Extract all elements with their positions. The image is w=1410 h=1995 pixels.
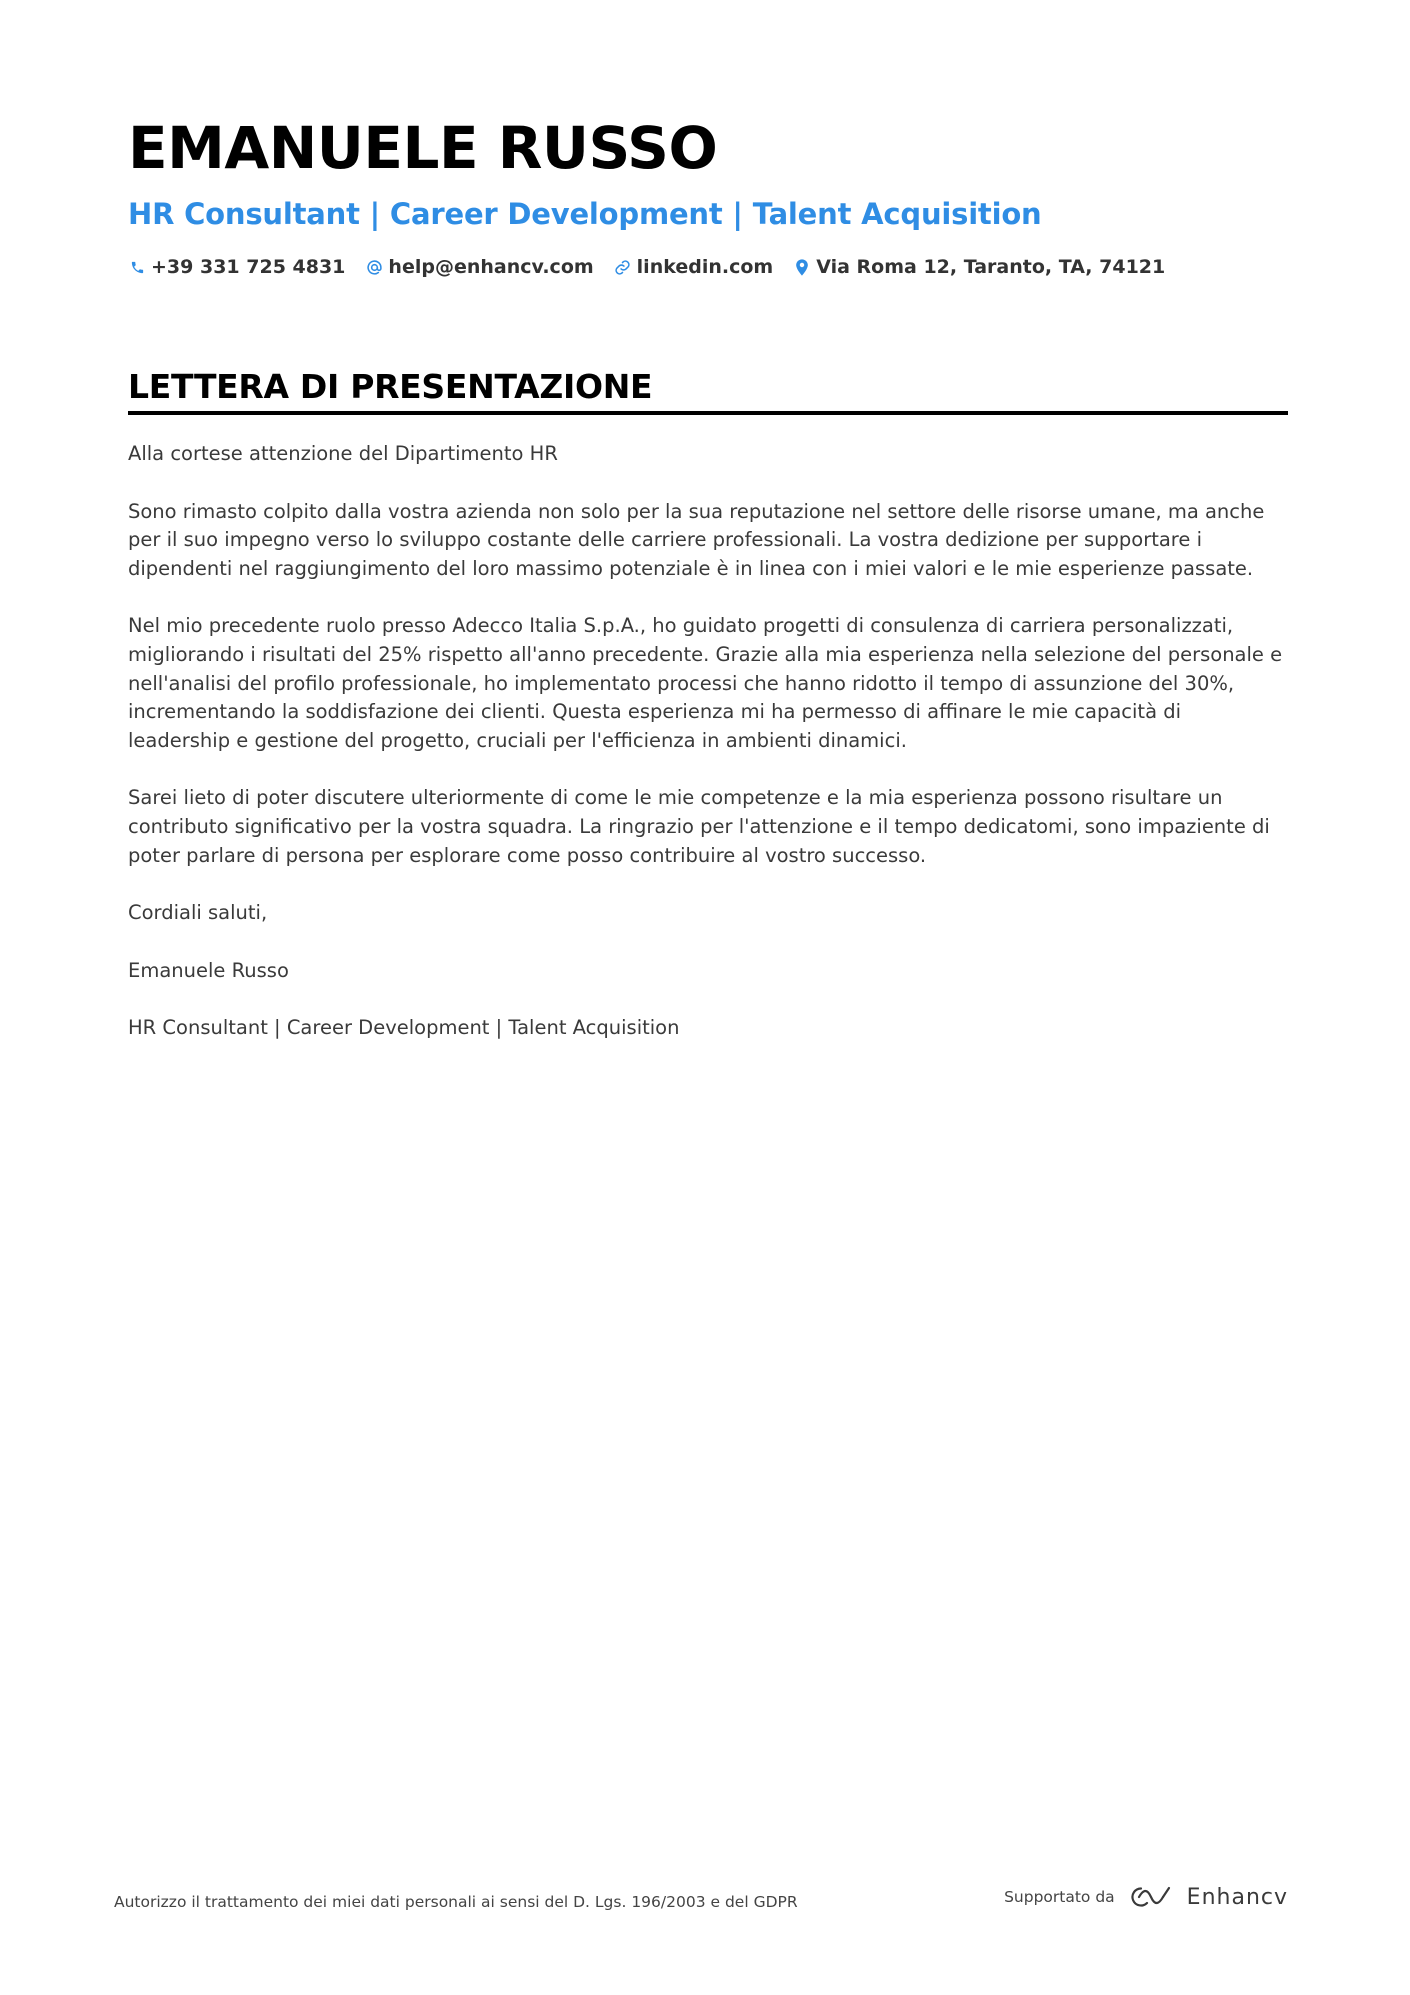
contact-phone bbox=[128, 256, 345, 278]
letter-closing: Cordiali saluti, bbox=[128, 901, 268, 925]
section-header bbox=[128, 365, 1288, 415]
contact-address bbox=[793, 256, 1165, 278]
signature-name: Emanuele Russo bbox=[128, 958, 289, 982]
link-icon bbox=[614, 258, 632, 276]
contact-bar bbox=[128, 256, 1288, 278]
privacy-consent: Autorizzo il trattamento dei miei dati personali ai sensi del D. Lgs. 196/2003 e del GDPR bbox=[114, 1893, 798, 1911]
contact-linkedin[interactable] bbox=[614, 256, 774, 278]
letter-body bbox=[128, 440, 1288, 1072]
signature-title: HR Consultant | Career Development | Talent Acquisition bbox=[128, 1016, 680, 1040]
header bbox=[128, 108, 1288, 278]
letter-greeting: Alla cortese attenzione del Dipartimento HR bbox=[128, 442, 558, 465]
letter-paragraph: Sarei lieto di poter discutere ulteriormente di come le mie competenze e la mia esperienza possono risultare un contributo significativo per la vostra squadra. La ringrazio per l'attenzione e il tempo dedicatomi, sono impaziente di poter parlare di persona per esplorare come posso contribuire al vostro successo. bbox=[128, 786, 1270, 867]
enhancv-brand[interactable]: Enhancv bbox=[1186, 1884, 1288, 1910]
contact-email-text: help@enhancv.com bbox=[388, 256, 594, 278]
contact-address-text: Via Roma 12, Taranto, TA, 74121 bbox=[816, 256, 1166, 278]
enhancv-logo-icon bbox=[1127, 1884, 1175, 1910]
contact-email[interactable] bbox=[365, 256, 593, 278]
powered-by-label: Supportato da bbox=[1004, 1888, 1115, 1906]
section-title: LETTERA DI PRESENTAZIONE bbox=[128, 367, 653, 406]
candidate-title: HR Consultant | Career Development | Talent Acquisition bbox=[128, 197, 1042, 231]
contact-phone-text: +39 331 725 4831 bbox=[151, 256, 346, 278]
section-divider bbox=[128, 411, 1288, 415]
letter-paragraph: Nel mio precedente ruolo presso Adecco Italia S.p.A., ho guidato progetti di consulenza di carriera personalizzati, migliorando i risultati del 25% rispetto all'anno precedente. Grazie alla mia esperienza nella selezione del personale e nell'analisi del profilo professionale, ho implementato processi che hanno ridotto il tempo di assunzione del 30%, incrementando la soddisfazione dei clienti. Questa esperienza mi ha permesso di affinare le mie capacità di leadership e gestione del progetto, cruciali per l'efficienza in ambienti dinamici. bbox=[128, 614, 1283, 752]
phone-icon bbox=[128, 258, 146, 276]
contact-linkedin-text: linkedin.com bbox=[636, 256, 774, 278]
powered-by bbox=[1004, 1884, 1288, 1910]
at-icon bbox=[365, 258, 383, 276]
letter-paragraph: Sono rimasto colpito dalla vostra azienda non solo per la sua reputazione nel settore delle risorse umane, ma anche per il suo impegno verso lo sviluppo costante delle carriere professionali. La vostra dedizione per supportare i dipendenti nel raggiungimento del loro massimo potenziale è in linea con i miei valori e le mie esperienze passate. bbox=[128, 499, 1265, 580]
location-pin-icon bbox=[793, 258, 811, 276]
candidate-name: EMANUELE RUSSO bbox=[128, 114, 718, 182]
